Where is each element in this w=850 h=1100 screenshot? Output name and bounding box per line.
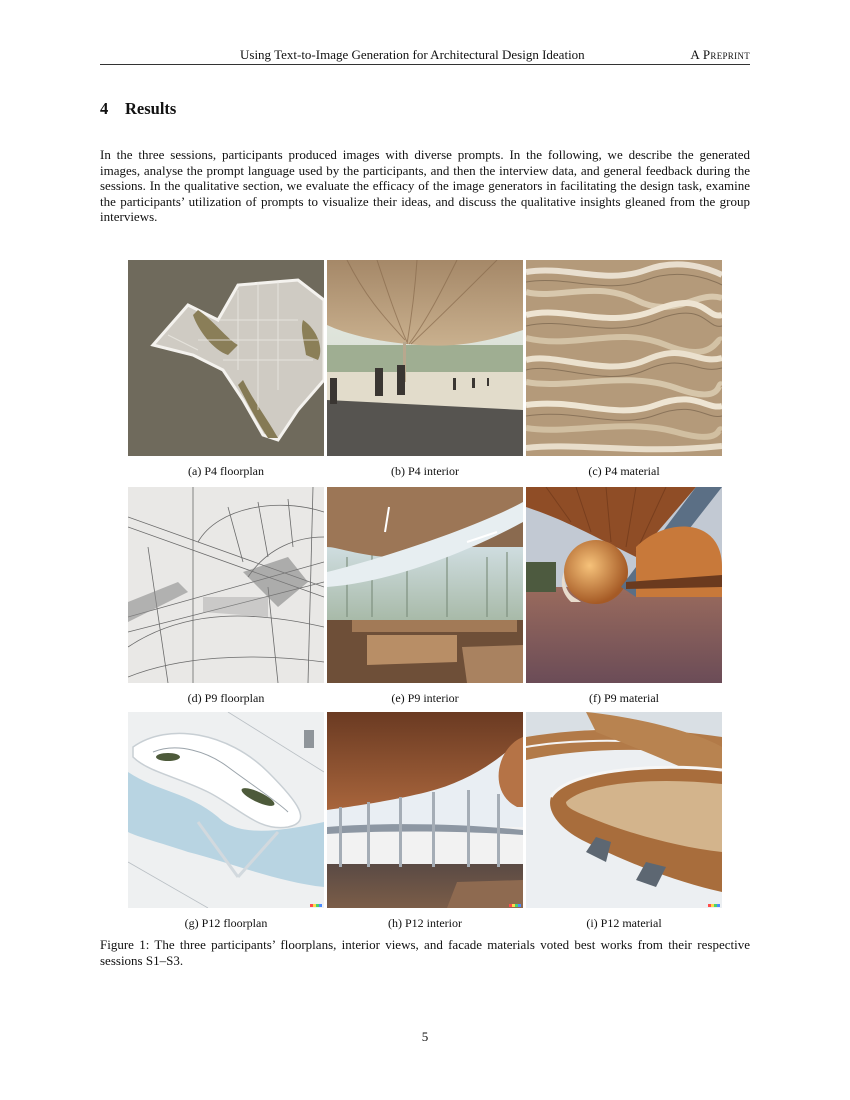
subfigure-caption: (g) P12 floorplan	[184, 916, 268, 930]
subfigure-g	[128, 712, 324, 931]
subfigure-caption: (i) P12 material	[586, 916, 662, 930]
subfigure-caption: (f) P9 material	[589, 691, 659, 705]
subfigure-caption: (c) P4 material	[588, 464, 660, 478]
subfigure-caption: (h) P12 interior	[388, 916, 462, 930]
subfigure-e	[327, 487, 523, 706]
page-number: 5	[421, 1029, 429, 1044]
subfigure-a	[128, 260, 324, 479]
preprint-label: A Preprint	[690, 47, 750, 62]
subfigure-caption: (a) P4 floorplan	[188, 464, 264, 478]
subfigure-f	[526, 487, 722, 706]
subfigure-d	[128, 487, 324, 706]
body-paragraph: In the three sessions, participants produced images with diverse prompts. In the following, we describe the generated images, analyse the prompt language used by the participants, and then the interview data, and general feedback during the sessions. In the qualitative section, we evaluate the efficacy of the image generators in facilitating the design task, examine the participants’ utilization of prompts to visualize their ideas, and discuss the qualitative insights gleaned from the group interviews.	[100, 147, 750, 224]
p12-interior-image	[327, 712, 523, 908]
p9-floorplan-image	[128, 487, 324, 683]
p12-material-image	[526, 712, 722, 908]
p4-floorplan-image	[128, 260, 324, 456]
subfigure-caption: (e) P9 interior	[391, 691, 459, 705]
p9-interior-image	[327, 487, 523, 683]
section-number: 4	[100, 99, 109, 118]
figure-caption: Figure 1: The three participants’ floorplans, interior views, and facade materials voted best works from their respective sessions S1–S3.	[100, 937, 750, 968]
subfigure-caption: (b) P4 interior	[391, 464, 459, 478]
p9-material-image	[526, 487, 722, 683]
subfigure-c	[526, 260, 722, 479]
section-heading	[100, 99, 176, 119]
section-title: Results	[125, 99, 177, 118]
running-title: Using Text-to-Image Generation for Architectural Design Ideation	[240, 47, 585, 62]
p4-material-image	[526, 260, 722, 456]
subfigure-b	[327, 260, 523, 479]
subfigure-i	[526, 712, 722, 931]
p4-interior-image	[327, 260, 523, 456]
subfigure-caption: (d) P9 floorplan	[187, 691, 265, 705]
p12-floorplan-image	[128, 712, 324, 908]
subfigure-h	[327, 712, 523, 931]
running-header	[100, 46, 750, 65]
